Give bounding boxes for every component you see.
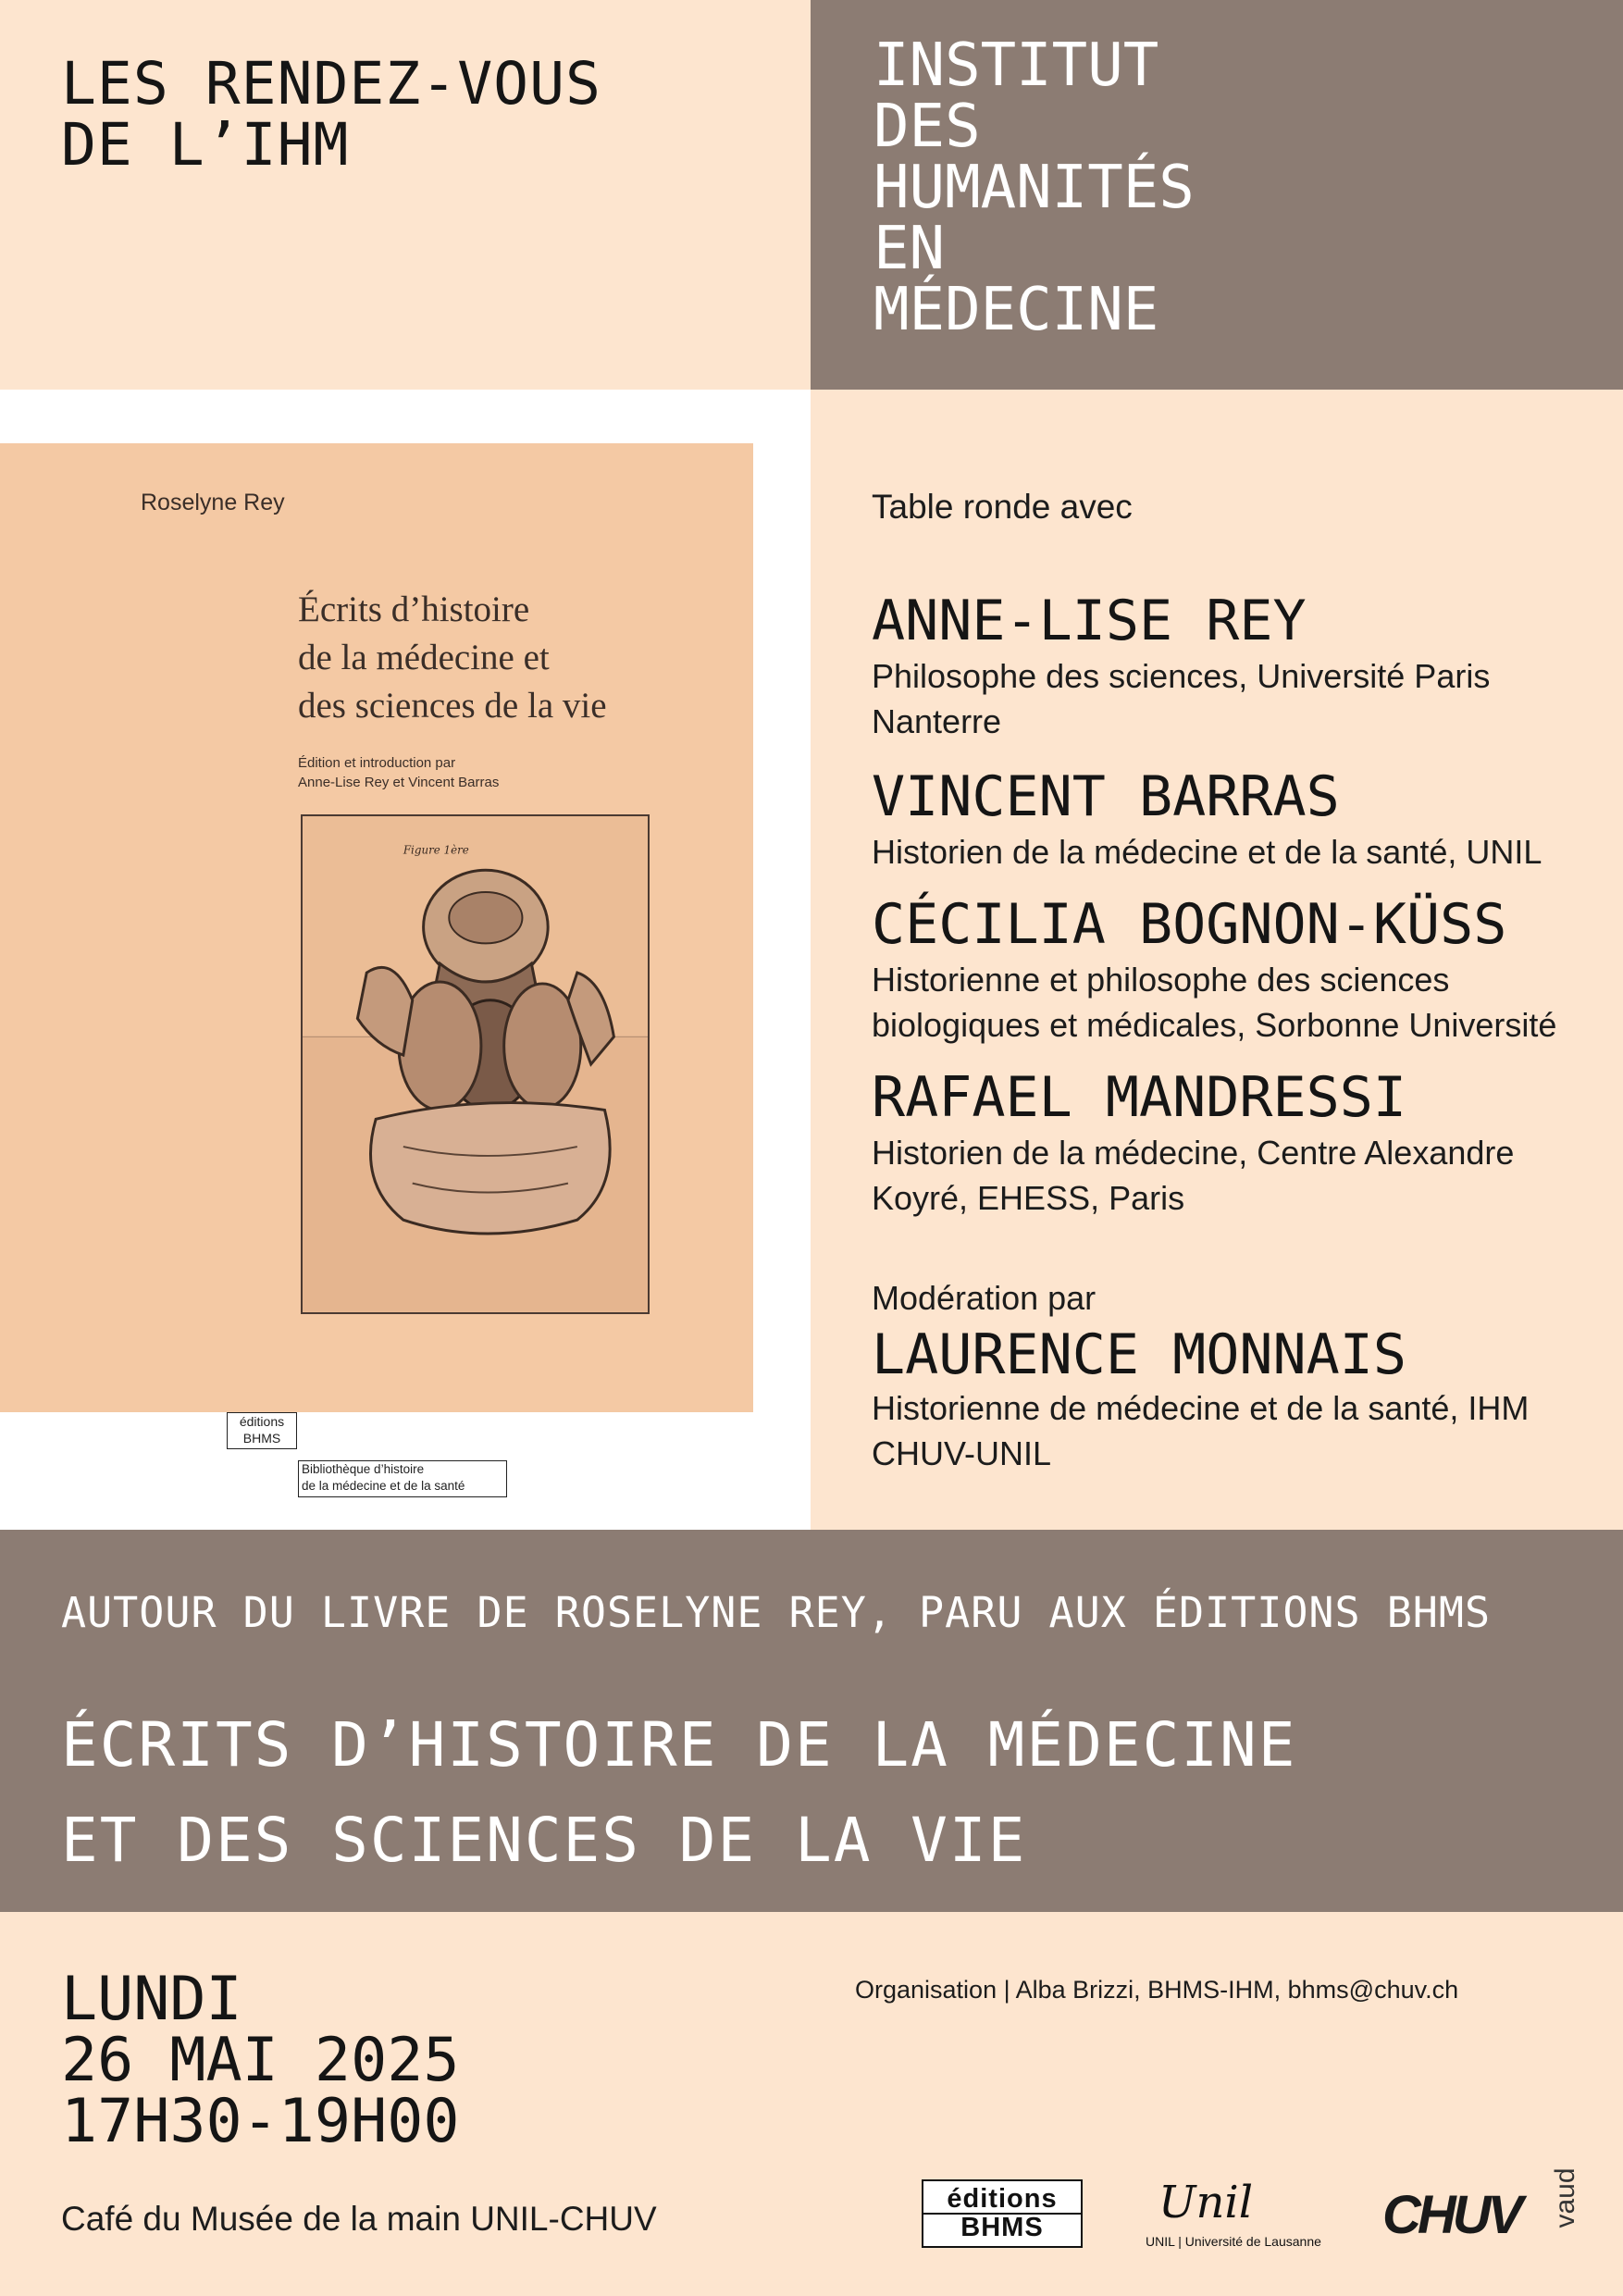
unil-logo-script: Unil — [1158, 2177, 1254, 2228]
roundtable-label: Table ronde avec — [872, 488, 1133, 526]
moderation-label: Modération par — [872, 1279, 1096, 1317]
engraving-caption: Figure 1ère — [403, 843, 469, 857]
bhms-logo — [922, 2179, 1083, 2248]
speaker-name: ANNE-LISE REY — [872, 589, 1307, 653]
speaker-name: CÉCILIA BOGNON-KÜSS — [872, 892, 1507, 957]
event-venue: Café du Musée de la main UNIL-CHUV — [61, 2200, 657, 2238]
bhms-logo-text: éditions BHMS — [947, 2184, 1058, 2242]
speaker-role: Historienne et philosophe des sciences biologiques et médicales, Sorbonne Université — [872, 961, 1557, 1044]
speaker-role: Historien de la médecine, Centre Alexandre Koyré, EHESS, Paris — [872, 1134, 1515, 1217]
series-title: LES RENDEZ-VOUS DE L’IHM — [61, 50, 601, 179]
vaud-logo-text: vaud — [1550, 2167, 1580, 2228]
book-band-subtitle: AUTOUR DU LIVRE DE ROSELYNE REY, PARU AUX ÉDITIONS BHMS — [61, 1588, 1492, 1637]
speaker-name: RAFAEL MANDRESSI — [872, 1065, 1406, 1130]
speaker-name: VINCENT BARRAS — [872, 764, 1340, 829]
anatomical-engraving — [301, 814, 650, 1314]
unil-logo-caption: UNIL | Université de Lausanne — [1146, 2234, 1321, 2249]
book-band-title: ÉCRITS D’HISTOIRE DE LA MÉDECINE ET DES SCIENCES DE LA VIE — [61, 1709, 1297, 1876]
cover-collection-label: Bibliothèque d’histoire de la médecine et de la santé — [298, 1460, 507, 1497]
organisation-credit: Organisation | Alba Brizzi, BHMS-IHM, bhms@chuv.ch — [855, 1976, 1459, 2004]
cover-publisher-logo: éditions BHMS — [227, 1412, 297, 1449]
moderator-role: Historienne de médecine et de la santé, IHM CHUV-UNIL — [872, 1389, 1530, 1472]
chuv-logo-text: CHUV — [1382, 2185, 1520, 2245]
speaker-role: Philosophe des sciences, Université Paris Nanterre — [872, 657, 1491, 740]
event-date: LUNDI 26 MAI 2025 17H30-19H00 — [61, 1965, 460, 2156]
cover-edition-note: Édition et introduction par Anne-Lise Rey et Vincent Barras — [298, 755, 500, 790]
cover-title: Écrits d’histoire de la médecine et des sciences de la vie — [298, 590, 607, 726]
anatomical-engraving-drawing — [303, 816, 648, 1312]
speaker-role: Historien de la médecine et de la santé, UNIL — [872, 833, 1542, 871]
vaud-logo — [1543, 2145, 1586, 2256]
chuv-logo — [1382, 2178, 1520, 2249]
cover-author: Roselyne Rey — [141, 490, 285, 515]
unil-logo — [1146, 2177, 1349, 2251]
moderator-name: LAURENCE MONNAIS — [872, 1322, 1406, 1387]
institute-name: INSTITUT DES HUMANITÉS EN MÉDECINE — [873, 31, 1195, 344]
